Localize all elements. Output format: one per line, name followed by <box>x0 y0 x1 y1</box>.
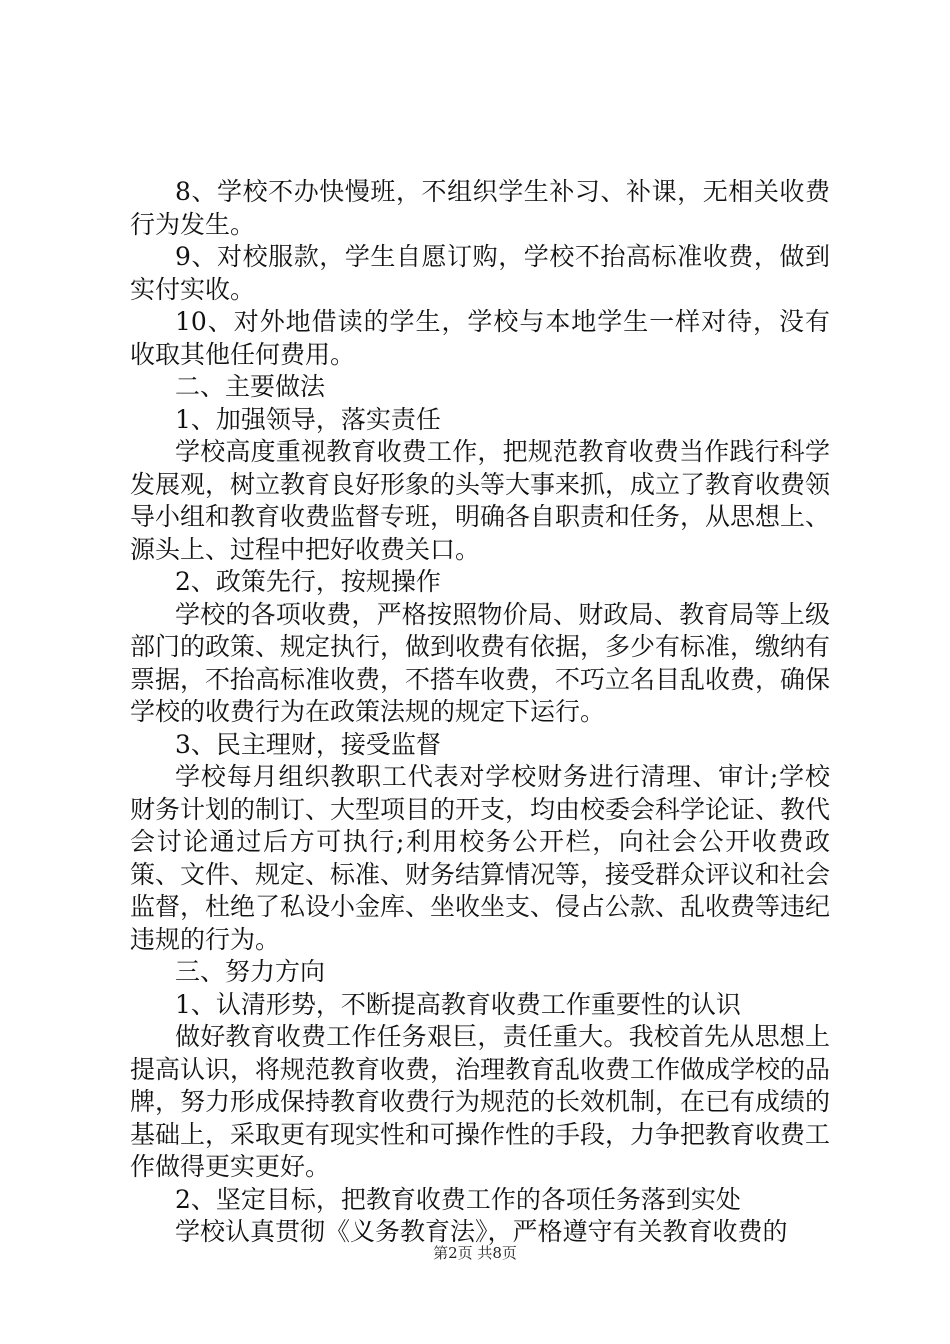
subheading-awareness: 1、认清形势，不断提高教育收费工作重要性的认识 <box>175 989 741 1019</box>
subheading-goals: 2、坚定目标，把教育收费工作的各项任务落到实处 <box>175 1184 741 1214</box>
subheading-leadership: 1、加强领导，落实责任 <box>175 404 441 434</box>
paragraph-awareness: 做好教育收费工作任务艰巨，责任重大。我校首先从思想上提高认识，将规范教育收费，治理教育乱收费工作做成学校的品牌，努力形成保持教育收费行为规范的长效机制，在已有成绩的基础上，采取更有现实性和可操作性的手段，力争把教育收费工作做得更实更好。 <box>130 1022 831 1181</box>
paragraph-supervision: 学校每月组织教职工代表对学校财务进行清理、审计;学校财务计划的制订、大型项目的开支，均由校委会科学论证、教代会讨论通过后方可执行;利用校务公开栏，向社会公开收费政策、文件、规定、标准、财务结算情况等，接受群众评议和社会监督，杜绝了私设小金库、坐收坐支、侵占公款、乱收费等违纪违规的行为。 <box>130 762 831 954</box>
paragraph-3: 10、对外地借读的学生，学校与本地学生一样对待，没有收取其他任何费用。 <box>130 307 830 369</box>
paragraph-2: 9、对校服款，学生自愿订购，学校不抬高标准收费，做到实付实收。 <box>130 242 830 304</box>
page-number-footer: 第2页 共8页 <box>433 1244 517 1262</box>
section-heading-main-practices: 二、主要做法 <box>175 372 326 401</box>
paragraph-1: 8、学校不办快慢班，不组织学生补习、补课，无相关收费行为发生。 <box>130 177 830 239</box>
paragraph-leadership: 学校高度重视教育收费工作，把规范教育收费当作践行科学发展观，树立教育良好形象的头等大事来抓，成立了教育收费领导小组和教育收费监督专班，明确各自职责和任务，从思想上、源头上、过程中把好收费关口。 <box>130 437 831 564</box>
section-heading-direction: 三、努力方向 <box>175 957 326 986</box>
subheading-policy: 2、政策先行，按规操作 <box>175 567 441 596</box>
document-body <box>130 176 830 1249</box>
paragraph-goals: 学校认真贯彻《义务教育法》，严格遵守有关教育收费的 <box>175 1217 788 1246</box>
paragraph-policy: 学校的各项收费，严格按照物价局、财政局、教育局等上级部门的政策、规定执行，做到收费有依据，多少有标准，缴纳有票据，不抬高标准收费，不搭车收费，不巧立名目乱收费，确保学校的收费行为在政策法规的规定下运行。 <box>130 599 831 726</box>
subheading-supervision: 3、民主理财，接受监督 <box>175 729 441 759</box>
